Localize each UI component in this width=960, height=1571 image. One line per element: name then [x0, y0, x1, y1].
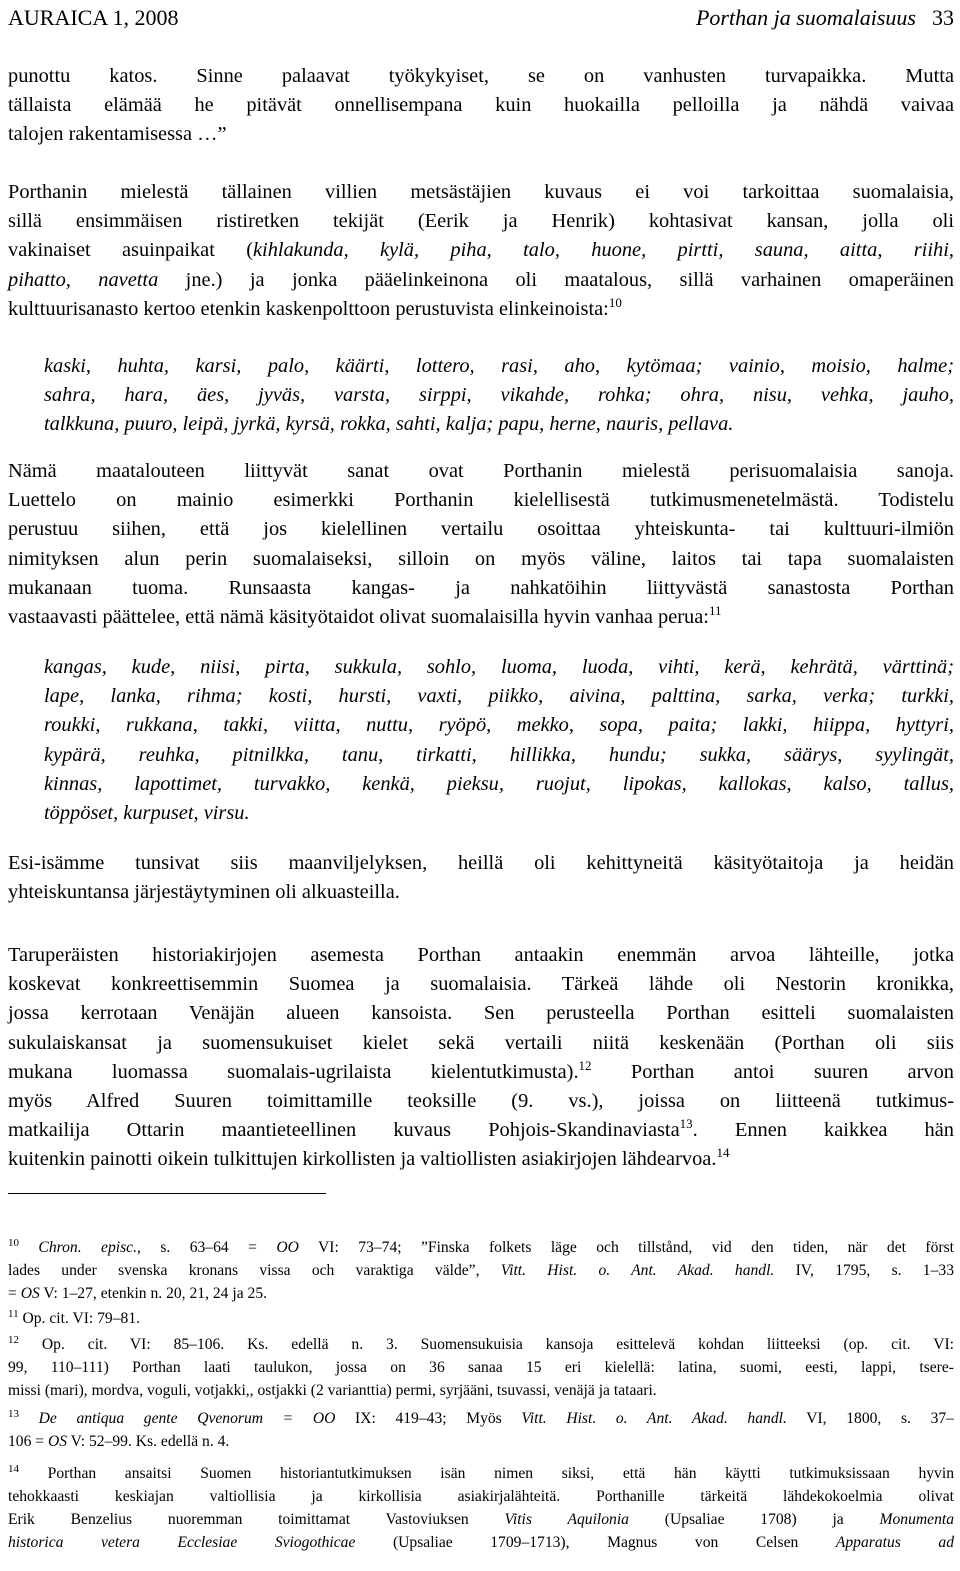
- text-line: talojen rakentamisessa …”: [8, 123, 227, 146]
- text-line: sillä ensimmäisen ristiretken tekijät (Eerik ja Henrik) kohtasivat kansan, jolla oli: [8, 210, 954, 233]
- word-list-crafts: [44, 653, 954, 828]
- footnote-ref[interactable]: 11: [708, 603, 722, 619]
- footnote-number: 11: [8, 1307, 19, 1320]
- footnote-10: $^{10}$ Chron. episc., s. 63–64 = OO VI: 73–74; ”Finska folkets läge och tillstånd, vid den tiden, när det först lades under svenska kronans vissa och varaktiga välde”, Vitt. Hist. o. Ant. Akad. handl. IV, 1795, s. 1–33 = OS V: 1–27, etenkin n. 20, 21, 24 ja 25.: [8, 1236, 954, 1302]
- text-line: Taruperäisten historiakirjojen asemesta Porthan antaakin enemmän arvoa lähteille, jotka: [8, 944, 954, 966]
- text-line: vakinaiset asuinpaikat (kihlakunda, kylä, piha, talo, huone, pirtti, sauna, aitta, riihi,: [8, 239, 954, 262]
- text-line: mukanaan tuoma. Runsaasta kangas- ja nahkatöihin liittyvästä sanastosta Porthan: [8, 576, 954, 599]
- text-line: kypärä, reuhka, pitnilkka, tanu, tirkatti, hillikka, hundu; sukka, säärys, syylingät,: [44, 743, 954, 766]
- header-right: [696, 4, 954, 32]
- footnote-12: $^{12}$ Op. cit. VI: 85–106. Ks. edellä n. 3. Suomensukuisia kansoja esittelevä kohdan liitteeksi (op. cit. VI: 99, 110–111) Porthan laati taulukon, jossa on 36 sanaa 15 eri kielellä: latina, suomi, eesti, lappi, tsere- missi (mari), mordva, voguli, votjakki,, ostjakki (2 varianttia) permi, syrjääni, tsuvassi, venäjä ja tataari.: [8, 1333, 954, 1399]
- paragraph-quote-end: [8, 62, 954, 150]
- text-line: perustuu siihen, että jos kielellinen vertailu osoittaa yhteiskunta- tai kulttuuri-ilmiön: [8, 518, 954, 541]
- text-line: tällaista elämää he pitävät onnellisempana kuin huokailla pelloilla ja nähdä vaivaa: [8, 94, 954, 117]
- text-line: pihatto, navetta jne.) ja jonka pääelinkeinona oli maatalous, sillä varhainen omaperäinen: [8, 268, 954, 291]
- text-line: Porthanin mielestä tällainen villien metsästäjien kuvaus ei voi tarkoittaa suomalaisia,: [8, 181, 954, 203]
- paragraph-method: [8, 457, 954, 632]
- text-line: matkailija Ottarin maantieteellinen kuvaus Pohjois-Skandinaviasta$^{13}$. Ennen kaikkea hän: [8, 1116, 955, 1142]
- footnote-11: $^{11}$ Op. cit. VI: 79–81.: [8, 1307, 141, 1327]
- journal-name: AURAICA 1, 2008: [8, 5, 179, 30]
- article-title: Porthan ja suomalaisuus: [695, 5, 916, 30]
- text-line: Nämä maatalouteen liittyvät sanat ovat Porthanin mielestä perisuomalaisia sanoja.: [8, 460, 954, 482]
- footnote-ref[interactable]: 13: [679, 1116, 693, 1132]
- text-line: Luettelo on mainio esimerkki Porthanin kielellisestä tutkimusmenetelmästä. Todistelu: [8, 489, 954, 512]
- footnote-number: 12: [8, 1333, 19, 1346]
- footnote-ref[interactable]: 10: [608, 295, 622, 311]
- footnote-number: 10: [8, 1236, 19, 1249]
- text-line: kangas, kude, niisi, pirta, sukkula, sohlo, luoma, luoda, vihti, kerä, kehrätä, värttinä;: [44, 656, 954, 678]
- footnote-number: 13: [8, 1407, 19, 1420]
- text-line: Esi-isämme tunsivat siis maanviljelyksen, heillä oli kehittyneitä käsityötaitoja ja heidän: [8, 852, 954, 874]
- footnote-ref[interactable]: 14: [716, 1145, 730, 1161]
- footnote-13: $^{13}$ De antiqua gente Qvenorum = OO IX: 419–43; Myös Vitt. Hist. o. Ant. Akad. handl. VI, 1800, s. 37– 106 = OS V: 52–99. Ks. edellä n. 4.: [8, 1407, 954, 1450]
- running-header: [8, 4, 954, 32]
- text-line: nimityksen alun perin suomalaiseksi, silloin on myös väline, laitos tai tapa suomalaisten: [8, 547, 954, 570]
- text-line: roukki, rukkana, takki, viitta, nuttu, ryöpö, mekko, sopa, paita; lakki, hiippa, hyttyri,: [44, 714, 954, 737]
- text-line: talkkuna, puuro, leipä, jyrkä, kyrsä, rokka, sahti, kalja; papu, herne, nauris, pellava.: [44, 413, 734, 436]
- text-line: jossa kerrotaan Venäjän alueen kansoista. Sen perusteella Porthan esitteli suomalaisten: [8, 1002, 954, 1025]
- word-list-agriculture: [44, 352, 954, 440]
- text-line: lape, lanka, rihma; kosti, hursti, vaxti, piikko, aivina, palttina, sarka, verka; turkki,: [44, 685, 954, 708]
- text-line: koskevat konkreettisemmin Suomea ja suomalaisia. Tärkeä lähde oli Nestorin kronikka,: [8, 973, 954, 996]
- text-line: töppöset, kurpuset, virsu.: [44, 802, 250, 825]
- paragraph-porthan-view: [8, 178, 954, 324]
- text-line: punottu katos. Sinne palaavat työkykyiset, se on vanhusten turvapaikka. Mutta: [8, 65, 954, 87]
- text-line: vastaavasti päättelee, että nämä käsityötaidot olivat suomalaisilla hyvin vanhaa perua:$^{11}$: [8, 603, 722, 629]
- paragraph-conclusion: [8, 849, 954, 907]
- text-line: sukulaiskansat ja suomensukuiset kielet sekä vertaili niitä keskenään (Porthan oli siis: [8, 1031, 954, 1054]
- page-number: 33: [932, 5, 954, 30]
- text-line: kinnas, lapottimet, turvakko, kenkä, pieksu, ruojut, lipokas, kallokas, kalso, tallus,: [44, 772, 954, 795]
- text-line: myös Alfred Suuren toimittamille teoksille (9. vs.), joissa on liitteenä tutkimus-: [8, 1090, 954, 1113]
- text-line: kuitenkin painotti oikein tulkittujen kirkollisten ja valtiollisten asiakirjojen lähdearvoa.$^{14}$: [8, 1145, 730, 1171]
- text-line: yhteiskuntansa järjestäytyminen oli alkuasteilla.: [8, 881, 400, 904]
- text-line: kulttuurisanasto kertoo etenkin kaskenpolttoon perustuvista elinkeinoista:$^{10}$: [8, 295, 622, 320]
- paragraph-sources: [8, 941, 954, 1175]
- footnote-ref[interactable]: 12: [578, 1058, 592, 1074]
- text-line: kaski, huhta, karsi, palo, käärti, lottero, rasi, aho, kytömaa; vainio, moisio, halme;: [44, 355, 954, 377]
- text-line: mukana luomassa suomalais-ugrilaista kielentutkimusta).$^{12}$ Porthan antoi suuren arvon: [8, 1058, 954, 1083]
- footnote-14: $^{14}$ Porthan ansaitsi Suomen historiantutkimuksen isän nimen siksi, että hän käytti tutkimuksissaan hyvin tehokkaasti keskiajan valtiollisia ja kirkollisia asiakirjalähteitä. Porthanille tärkeitä lähdekokoelmia olivat Erik Benzelius nuoremman toimittamat Vastoviuksen Vitis Aquilonia (Upsaliae 1708) ja Monumenta historica vetera Ecclesiae Sviogothicae (Upsaliae 1709–1713), Magnus von Celsen Apparatus ad: [8, 1462, 954, 1551]
- text-line: sahra, hara, äes, jyväs, varsta, sirppi, vikahde, rohka; ohra, nisu, vehka, jauho,: [44, 384, 954, 407]
- footnote-number: 14: [8, 1462, 19, 1475]
- footnote-divider: [8, 1193, 326, 1194]
